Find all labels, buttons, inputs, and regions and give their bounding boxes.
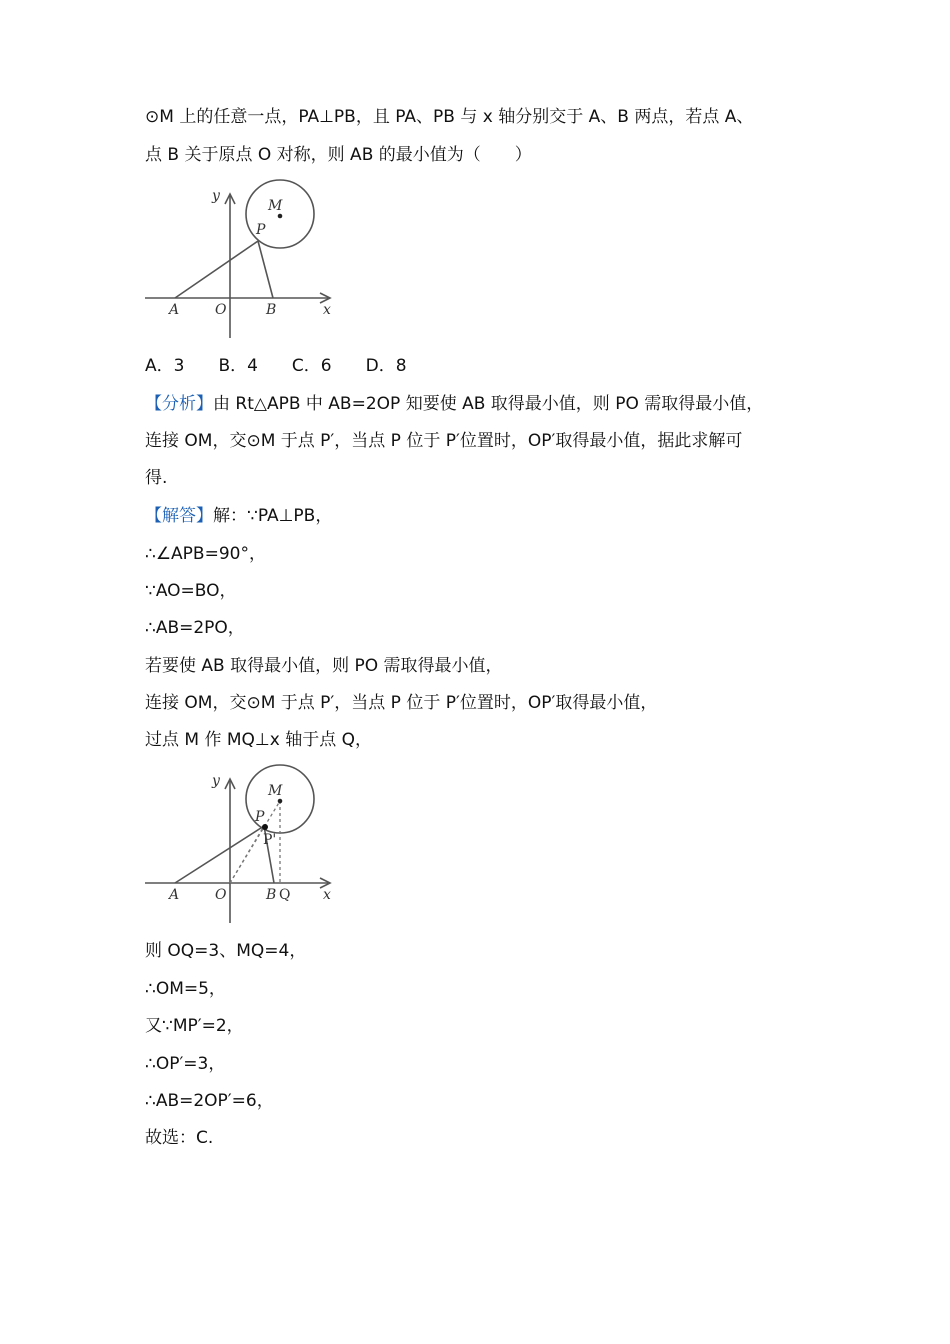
segment-op-dashed <box>230 826 264 883</box>
analysis-tag: 【分析】 <box>145 394 213 414</box>
label-q: Q <box>279 887 291 903</box>
label-m: M <box>268 198 283 214</box>
answer-options: A．3 B．4 C．6 D．8 <box>145 356 407 376</box>
solution-step: ∵AO=BO， <box>145 581 237 601</box>
label-m: M <box>268 783 283 799</box>
label-a: A <box>169 302 180 318</box>
label-p-prime: P' <box>263 832 277 848</box>
solution-step: 若要使 AB 取得最小值，则 PO 需取得最小值， <box>145 656 503 676</box>
solution-step: 则 OQ=3、MQ=4， <box>145 941 307 961</box>
solution-step: ∴∠APB=90°， <box>145 544 266 564</box>
label-p: P <box>255 809 265 825</box>
segment-pa <box>175 826 264 883</box>
solution-intro-text: 解：∵PA⊥PB， <box>213 506 333 526</box>
point-m-dot <box>278 799 283 804</box>
question-line-2: 点 B 关于原点 O 对称，则 AB 的最小值为（ ） <box>145 145 532 165</box>
figure-2 <box>143 763 343 928</box>
analysis-text-1: 由 Rt△APB 中 AB=2OP 知要使 AB 取得最小值，则 PO 需取得最小值， <box>213 394 764 414</box>
solution-step: 过点 M 作 MQ⊥x 轴于点 Q， <box>145 730 372 750</box>
label-b: B <box>266 302 277 318</box>
label-y: y <box>212 773 220 789</box>
solution-step: ∴AB=2OP′=6， <box>145 1091 274 1111</box>
solution-tag: 【解答】 <box>145 506 213 526</box>
analysis-line-2: 连接 OM，交⊙M 于点 P′，当点 P 位于 P′位置时，OP′取得最小值，据此求解可 <box>145 431 743 451</box>
label-x: x <box>323 887 331 903</box>
question-line-1: ⊙M 上的任意一点，PA⊥PB，且 PA、PB 与 x 轴分别交于 A、B 两点，若点 A、 <box>145 107 754 127</box>
label-x: x <box>323 302 331 318</box>
solution-step: 故选：C. <box>145 1128 214 1148</box>
label-b: B <box>266 887 277 903</box>
label-o: O <box>215 302 227 318</box>
solution-step: 又∵MP′=2， <box>145 1016 244 1036</box>
solution-step: 连接 OM，交⊙M 于点 P′，当点 P 位于 P′位置时，OP′取得最小值， <box>145 693 658 713</box>
solution-intro <box>145 505 332 527</box>
segment-pb <box>258 241 273 298</box>
segment-pa <box>175 241 258 298</box>
solution-step: ∴AB=2PO， <box>145 618 245 638</box>
label-p: P <box>256 222 266 238</box>
solution-step: ∴OP′=3， <box>145 1054 226 1074</box>
analysis-line-3: 得. <box>145 468 168 488</box>
analysis-line-1 <box>145 393 763 415</box>
label-a: A <box>169 887 180 903</box>
solution-step: ∴OM=5， <box>145 979 226 999</box>
label-y: y <box>212 188 220 204</box>
figure-1 <box>143 178 343 343</box>
label-o: O <box>215 887 227 903</box>
point-m-dot <box>278 214 283 219</box>
